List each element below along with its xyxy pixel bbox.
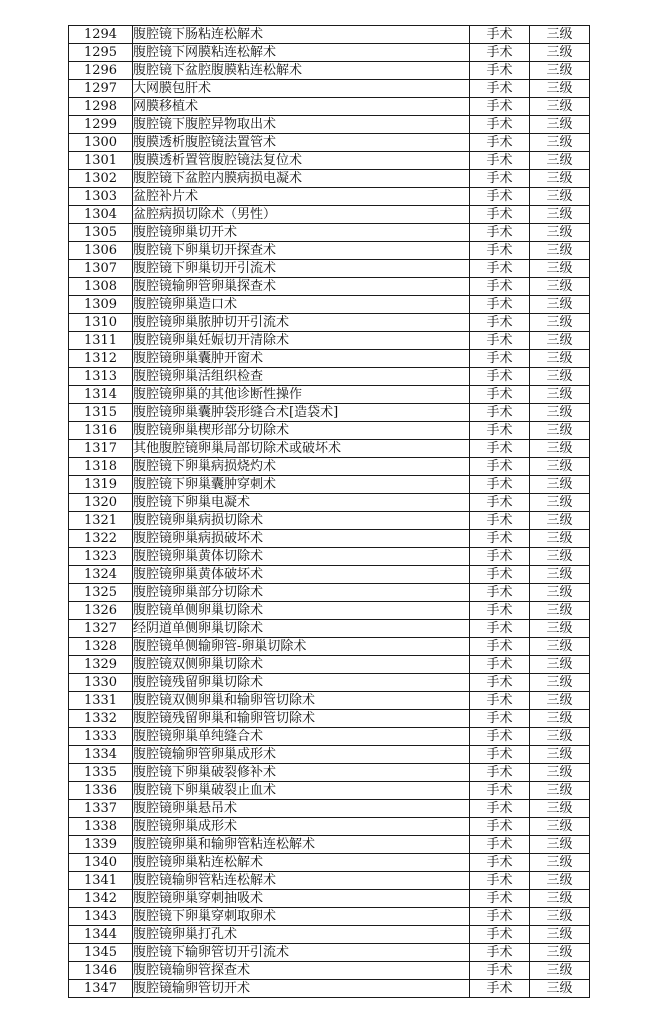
procedure-type: 手术 xyxy=(470,872,530,890)
row-number: 1341 xyxy=(69,872,133,890)
procedure-level: 三级 xyxy=(530,764,590,782)
procedure-type: 手术 xyxy=(470,926,530,944)
table-row xyxy=(69,872,590,890)
row-number: 1339 xyxy=(69,836,133,854)
procedure-type: 手术 xyxy=(470,890,530,908)
table-row xyxy=(69,494,590,512)
row-number: 1322 xyxy=(69,530,133,548)
table-row xyxy=(69,224,590,242)
row-number: 1342 xyxy=(69,890,133,908)
procedure-type: 手术 xyxy=(470,674,530,692)
procedure-level: 三级 xyxy=(530,44,590,62)
procedure-type: 手术 xyxy=(470,116,530,134)
row-number: 1321 xyxy=(69,512,133,530)
table-row xyxy=(69,368,590,386)
table-row xyxy=(69,674,590,692)
table-row xyxy=(69,404,590,422)
table-row xyxy=(69,26,590,44)
table-row xyxy=(69,422,590,440)
procedure-type: 手术 xyxy=(470,296,530,314)
procedure-level: 三级 xyxy=(530,890,590,908)
row-number: 1329 xyxy=(69,656,133,674)
procedure-name: 腹膜透析腹腔镜法置管术 xyxy=(133,134,470,152)
procedure-name: 腹腔镜下卵巢破裂止血术 xyxy=(133,782,470,800)
table-row xyxy=(69,728,590,746)
procedure-level: 三级 xyxy=(530,386,590,404)
row-number: 1340 xyxy=(69,854,133,872)
row-number: 1312 xyxy=(69,350,133,368)
procedure-type: 手术 xyxy=(470,980,530,998)
table-row xyxy=(69,440,590,458)
procedure-level: 三级 xyxy=(530,368,590,386)
procedure-name: 腹腔镜下卵巢穿刺取卵术 xyxy=(133,908,470,926)
table-row xyxy=(69,926,590,944)
procedure-type: 手术 xyxy=(470,692,530,710)
procedure-name: 盆腔病损切除术（男性） xyxy=(133,206,470,224)
table-row xyxy=(69,692,590,710)
row-number: 1303 xyxy=(69,188,133,206)
table-row xyxy=(69,620,590,638)
procedure-level: 三级 xyxy=(530,422,590,440)
table-row xyxy=(69,188,590,206)
procedure-level: 三级 xyxy=(530,98,590,116)
procedure-level: 三级 xyxy=(530,800,590,818)
row-number: 1315 xyxy=(69,404,133,422)
table-row xyxy=(69,818,590,836)
procedure-type: 手术 xyxy=(470,800,530,818)
table-row xyxy=(69,980,590,998)
procedure-name: 腹腔镜双侧卵巢和输卵管切除术 xyxy=(133,692,470,710)
procedure-name: 腹腔镜下卵巢电凝术 xyxy=(133,494,470,512)
procedure-name: 腹腔镜卵巢活组织检查 xyxy=(133,368,470,386)
procedure-type: 手术 xyxy=(470,962,530,980)
procedure-name: 腹腔镜输卵管卵巢探查术 xyxy=(133,278,470,296)
row-number: 1332 xyxy=(69,710,133,728)
row-number: 1343 xyxy=(69,908,133,926)
table-row xyxy=(69,458,590,476)
table-row xyxy=(69,854,590,872)
row-number: 1328 xyxy=(69,638,133,656)
procedure-name: 腹腔镜下肠粘连松解术 xyxy=(133,26,470,44)
procedure-name: 腹腔镜卵巢悬吊术 xyxy=(133,800,470,818)
procedure-name: 腹腔镜卵巢穿刺抽吸术 xyxy=(133,890,470,908)
table-row xyxy=(69,116,590,134)
procedure-level: 三级 xyxy=(530,638,590,656)
row-number: 1326 xyxy=(69,602,133,620)
row-number: 1324 xyxy=(69,566,133,584)
table-row xyxy=(69,98,590,116)
procedure-name: 腹腔镜卵巢囊肿袋形缝合术[造袋术] xyxy=(133,404,470,422)
procedure-level: 三级 xyxy=(530,728,590,746)
row-number: 1296 xyxy=(69,62,133,80)
procedure-type: 手术 xyxy=(470,170,530,188)
procedure-type: 手术 xyxy=(470,836,530,854)
procedure-name: 腹腔镜卵巢部分切除术 xyxy=(133,584,470,602)
procedure-name: 腹腔镜卵巢妊娠切开清除术 xyxy=(133,332,470,350)
row-number: 1320 xyxy=(69,494,133,512)
procedure-name: 腹腔镜卵巢脓肿切开引流术 xyxy=(133,314,470,332)
procedure-level: 三级 xyxy=(530,224,590,242)
procedure-type: 手术 xyxy=(470,458,530,476)
procedure-type: 手术 xyxy=(470,710,530,728)
procedure-level: 三级 xyxy=(530,548,590,566)
procedure-level: 三级 xyxy=(530,440,590,458)
procedure-level: 三级 xyxy=(530,206,590,224)
table-row xyxy=(69,278,590,296)
table-row xyxy=(69,332,590,350)
table-row xyxy=(69,170,590,188)
procedure-level: 三级 xyxy=(530,278,590,296)
procedure-level: 三级 xyxy=(530,296,590,314)
procedure-name: 腹腔镜卵巢和输卵管粘连松解术 xyxy=(133,836,470,854)
procedure-level: 三级 xyxy=(530,458,590,476)
table-row xyxy=(69,638,590,656)
procedure-name: 腹腔镜卵巢打孔术 xyxy=(133,926,470,944)
procedure-name: 腹腔镜卵巢粘连松解术 xyxy=(133,854,470,872)
row-number: 1295 xyxy=(69,44,133,62)
procedure-level: 三级 xyxy=(530,584,590,602)
procedure-type: 手术 xyxy=(470,512,530,530)
table-row xyxy=(69,476,590,494)
procedure-type: 手术 xyxy=(470,62,530,80)
procedure-name: 腹腔镜下盆腔内膜病损电凝术 xyxy=(133,170,470,188)
procedure-level: 三级 xyxy=(530,134,590,152)
table-row xyxy=(69,890,590,908)
procedure-name: 腹腔镜单侧卵巢切除术 xyxy=(133,602,470,620)
procedure-type: 手术 xyxy=(470,224,530,242)
procedure-level: 三级 xyxy=(530,404,590,422)
procedure-type: 手术 xyxy=(470,26,530,44)
procedure-level: 三级 xyxy=(530,926,590,944)
procedure-type: 手术 xyxy=(470,188,530,206)
procedure-name: 腹腔镜下输卵管切开引流术 xyxy=(133,944,470,962)
procedure-level: 三级 xyxy=(530,260,590,278)
row-number: 1309 xyxy=(69,296,133,314)
procedure-type: 手术 xyxy=(470,746,530,764)
table-row xyxy=(69,512,590,530)
procedure-name: 网膜移植术 xyxy=(133,98,470,116)
procedure-name: 腹腔镜卵巢的其他诊断性操作 xyxy=(133,386,470,404)
procedure-level: 三级 xyxy=(530,152,590,170)
table-row xyxy=(69,530,590,548)
procedure-name: 腹腔镜下卵巢切开探查术 xyxy=(133,242,470,260)
table-row xyxy=(69,602,590,620)
row-number: 1305 xyxy=(69,224,133,242)
row-number: 1298 xyxy=(69,98,133,116)
procedure-type: 手术 xyxy=(470,818,530,836)
row-number: 1331 xyxy=(69,692,133,710)
procedure-type: 手术 xyxy=(470,908,530,926)
procedure-level: 三级 xyxy=(530,944,590,962)
table-row xyxy=(69,710,590,728)
procedure-level: 三级 xyxy=(530,512,590,530)
procedure-type: 手术 xyxy=(470,44,530,62)
procedure-level: 三级 xyxy=(530,62,590,80)
table-row xyxy=(69,836,590,854)
procedure-level: 三级 xyxy=(530,332,590,350)
procedure-name: 腹腔镜卵巢成形术 xyxy=(133,818,470,836)
procedure-name: 腹腔镜卵巢黄体破坏术 xyxy=(133,566,470,584)
procedure-name: 腹腔镜卵巢囊肿开窗术 xyxy=(133,350,470,368)
row-number: 1316 xyxy=(69,422,133,440)
table-row xyxy=(69,152,590,170)
procedure-type: 手术 xyxy=(470,314,530,332)
procedure-level: 三级 xyxy=(530,980,590,998)
table-row xyxy=(69,80,590,98)
procedure-level: 三级 xyxy=(530,872,590,890)
procedure-name: 经阴道单侧卵巢切除术 xyxy=(133,620,470,638)
procedure-name: 腹腔镜双侧卵巢切除术 xyxy=(133,656,470,674)
row-number: 1318 xyxy=(69,458,133,476)
procedure-type: 手术 xyxy=(470,368,530,386)
procedure-type: 手术 xyxy=(470,656,530,674)
table-row xyxy=(69,566,590,584)
table-row xyxy=(69,296,590,314)
procedure-level: 三级 xyxy=(530,170,590,188)
procedure-type: 手术 xyxy=(470,620,530,638)
row-number: 1325 xyxy=(69,584,133,602)
procedure-type: 手术 xyxy=(470,602,530,620)
procedure-level: 三级 xyxy=(530,656,590,674)
table-row xyxy=(69,908,590,926)
procedure-type: 手术 xyxy=(470,386,530,404)
procedure-type: 手术 xyxy=(470,206,530,224)
row-number: 1313 xyxy=(69,368,133,386)
procedure-type: 手术 xyxy=(470,440,530,458)
procedure-name: 盆腔补片术 xyxy=(133,188,470,206)
row-number: 1301 xyxy=(69,152,133,170)
procedure-type: 手术 xyxy=(470,530,530,548)
table-row xyxy=(69,656,590,674)
procedure-name: 腹腔镜卵巢病损切除术 xyxy=(133,512,470,530)
procedure-name: 腹腔镜残留卵巢和输卵管切除术 xyxy=(133,710,470,728)
row-number: 1311 xyxy=(69,332,133,350)
row-number: 1334 xyxy=(69,746,133,764)
procedure-type: 手术 xyxy=(470,584,530,602)
procedure-table xyxy=(68,25,590,998)
table-row xyxy=(69,584,590,602)
table-row xyxy=(69,746,590,764)
table-row xyxy=(69,350,590,368)
procedure-type: 手术 xyxy=(470,728,530,746)
procedure-level: 三级 xyxy=(530,188,590,206)
procedure-level: 三级 xyxy=(530,692,590,710)
procedure-type: 手术 xyxy=(470,350,530,368)
row-number: 1344 xyxy=(69,926,133,944)
procedure-level: 三级 xyxy=(530,566,590,584)
procedure-level: 三级 xyxy=(530,530,590,548)
procedure-level: 三级 xyxy=(530,242,590,260)
table-row xyxy=(69,44,590,62)
table-row xyxy=(69,782,590,800)
procedure-level: 三级 xyxy=(530,782,590,800)
procedure-level: 三级 xyxy=(530,962,590,980)
procedure-type: 手术 xyxy=(470,404,530,422)
row-number: 1310 xyxy=(69,314,133,332)
procedure-type: 手术 xyxy=(470,422,530,440)
procedure-name: 腹腔镜输卵管探查术 xyxy=(133,962,470,980)
procedure-level: 三级 xyxy=(530,314,590,332)
procedure-name: 腹腔镜下卵巢破裂修补术 xyxy=(133,764,470,782)
procedure-name: 腹腔镜下卵巢囊肿穿刺术 xyxy=(133,476,470,494)
row-number: 1302 xyxy=(69,170,133,188)
procedure-level: 三级 xyxy=(530,350,590,368)
procedure-type: 手术 xyxy=(470,152,530,170)
procedure-level: 三级 xyxy=(530,476,590,494)
procedure-type: 手术 xyxy=(470,782,530,800)
row-number: 1323 xyxy=(69,548,133,566)
procedure-name: 腹腔镜下卵巢病损烧灼术 xyxy=(133,458,470,476)
procedure-name: 腹腔镜卵巢切开术 xyxy=(133,224,470,242)
row-number: 1337 xyxy=(69,800,133,818)
procedure-name: 腹腔镜卵巢黄体切除术 xyxy=(133,548,470,566)
row-number: 1336 xyxy=(69,782,133,800)
procedure-level: 三级 xyxy=(530,116,590,134)
row-number: 1294 xyxy=(69,26,133,44)
procedure-type: 手术 xyxy=(470,476,530,494)
procedure-name: 腹腔镜下网膜粘连松解术 xyxy=(133,44,470,62)
procedure-type: 手术 xyxy=(470,260,530,278)
table-row xyxy=(69,962,590,980)
procedure-type: 手术 xyxy=(470,638,530,656)
table-row xyxy=(69,548,590,566)
procedure-type: 手术 xyxy=(470,332,530,350)
procedure-level: 三级 xyxy=(530,746,590,764)
procedure-name: 腹腔镜单侧输卵管-卵巢切除术 xyxy=(133,638,470,656)
procedure-level: 三级 xyxy=(530,602,590,620)
procedure-name: 大网膜包肝术 xyxy=(133,80,470,98)
table-row xyxy=(69,242,590,260)
procedure-name: 腹腔镜下腹腔异物取出术 xyxy=(133,116,470,134)
procedure-level: 三级 xyxy=(530,674,590,692)
table-row xyxy=(69,386,590,404)
row-number: 1299 xyxy=(69,116,133,134)
procedure-level: 三级 xyxy=(530,854,590,872)
table-row xyxy=(69,206,590,224)
row-number: 1319 xyxy=(69,476,133,494)
row-number: 1314 xyxy=(69,386,133,404)
procedure-type: 手术 xyxy=(470,242,530,260)
procedure-type: 手术 xyxy=(470,944,530,962)
procedure-name: 腹腔镜卵巢楔形部分切除术 xyxy=(133,422,470,440)
row-number: 1300 xyxy=(69,134,133,152)
procedure-name: 腹膜透析置管腹腔镜法复位术 xyxy=(133,152,470,170)
row-number: 1307 xyxy=(69,260,133,278)
row-number: 1327 xyxy=(69,620,133,638)
row-number: 1333 xyxy=(69,728,133,746)
procedure-name: 腹腔镜卵巢病损破坏术 xyxy=(133,530,470,548)
row-number: 1338 xyxy=(69,818,133,836)
procedure-type: 手术 xyxy=(470,854,530,872)
procedure-name: 腹腔镜下卵巢切开引流术 xyxy=(133,260,470,278)
row-number: 1346 xyxy=(69,962,133,980)
procedure-table-body xyxy=(69,26,590,998)
row-number: 1308 xyxy=(69,278,133,296)
table-row xyxy=(69,134,590,152)
procedure-level: 三级 xyxy=(530,26,590,44)
row-number: 1347 xyxy=(69,980,133,998)
table-row xyxy=(69,314,590,332)
procedure-type: 手术 xyxy=(470,764,530,782)
procedure-level: 三级 xyxy=(530,908,590,926)
row-number: 1345 xyxy=(69,944,133,962)
procedure-name: 腹腔镜输卵管粘连松解术 xyxy=(133,872,470,890)
procedure-name: 腹腔镜输卵管卵巢成形术 xyxy=(133,746,470,764)
procedure-type: 手术 xyxy=(470,494,530,512)
procedure-name: 腹腔镜残留卵巢切除术 xyxy=(133,674,470,692)
procedure-level: 三级 xyxy=(530,80,590,98)
procedure-type: 手术 xyxy=(470,566,530,584)
row-number: 1306 xyxy=(69,242,133,260)
procedure-name: 腹腔镜下盆腔腹膜粘连松解术 xyxy=(133,62,470,80)
row-number: 1335 xyxy=(69,764,133,782)
procedure-level: 三级 xyxy=(530,710,590,728)
row-number: 1297 xyxy=(69,80,133,98)
table-row xyxy=(69,800,590,818)
procedure-type: 手术 xyxy=(470,80,530,98)
procedure-type: 手术 xyxy=(470,98,530,116)
procedure-name: 腹腔镜卵巢单纯缝合术 xyxy=(133,728,470,746)
table-row xyxy=(69,62,590,80)
table-row xyxy=(69,260,590,278)
procedure-level: 三级 xyxy=(530,836,590,854)
procedure-name: 其他腹腔镜卵巢局部切除术或破坏术 xyxy=(133,440,470,458)
table-row xyxy=(69,764,590,782)
procedure-level: 三级 xyxy=(530,818,590,836)
procedure-type: 手术 xyxy=(470,278,530,296)
row-number: 1317 xyxy=(69,440,133,458)
procedure-name: 腹腔镜卵巢造口术 xyxy=(133,296,470,314)
table-row xyxy=(69,944,590,962)
procedure-name: 腹腔镜输卵管切开术 xyxy=(133,980,470,998)
row-number: 1304 xyxy=(69,206,133,224)
row-number: 1330 xyxy=(69,674,133,692)
procedure-level: 三级 xyxy=(530,494,590,512)
procedure-level: 三级 xyxy=(530,620,590,638)
procedure-type: 手术 xyxy=(470,134,530,152)
procedure-type: 手术 xyxy=(470,548,530,566)
